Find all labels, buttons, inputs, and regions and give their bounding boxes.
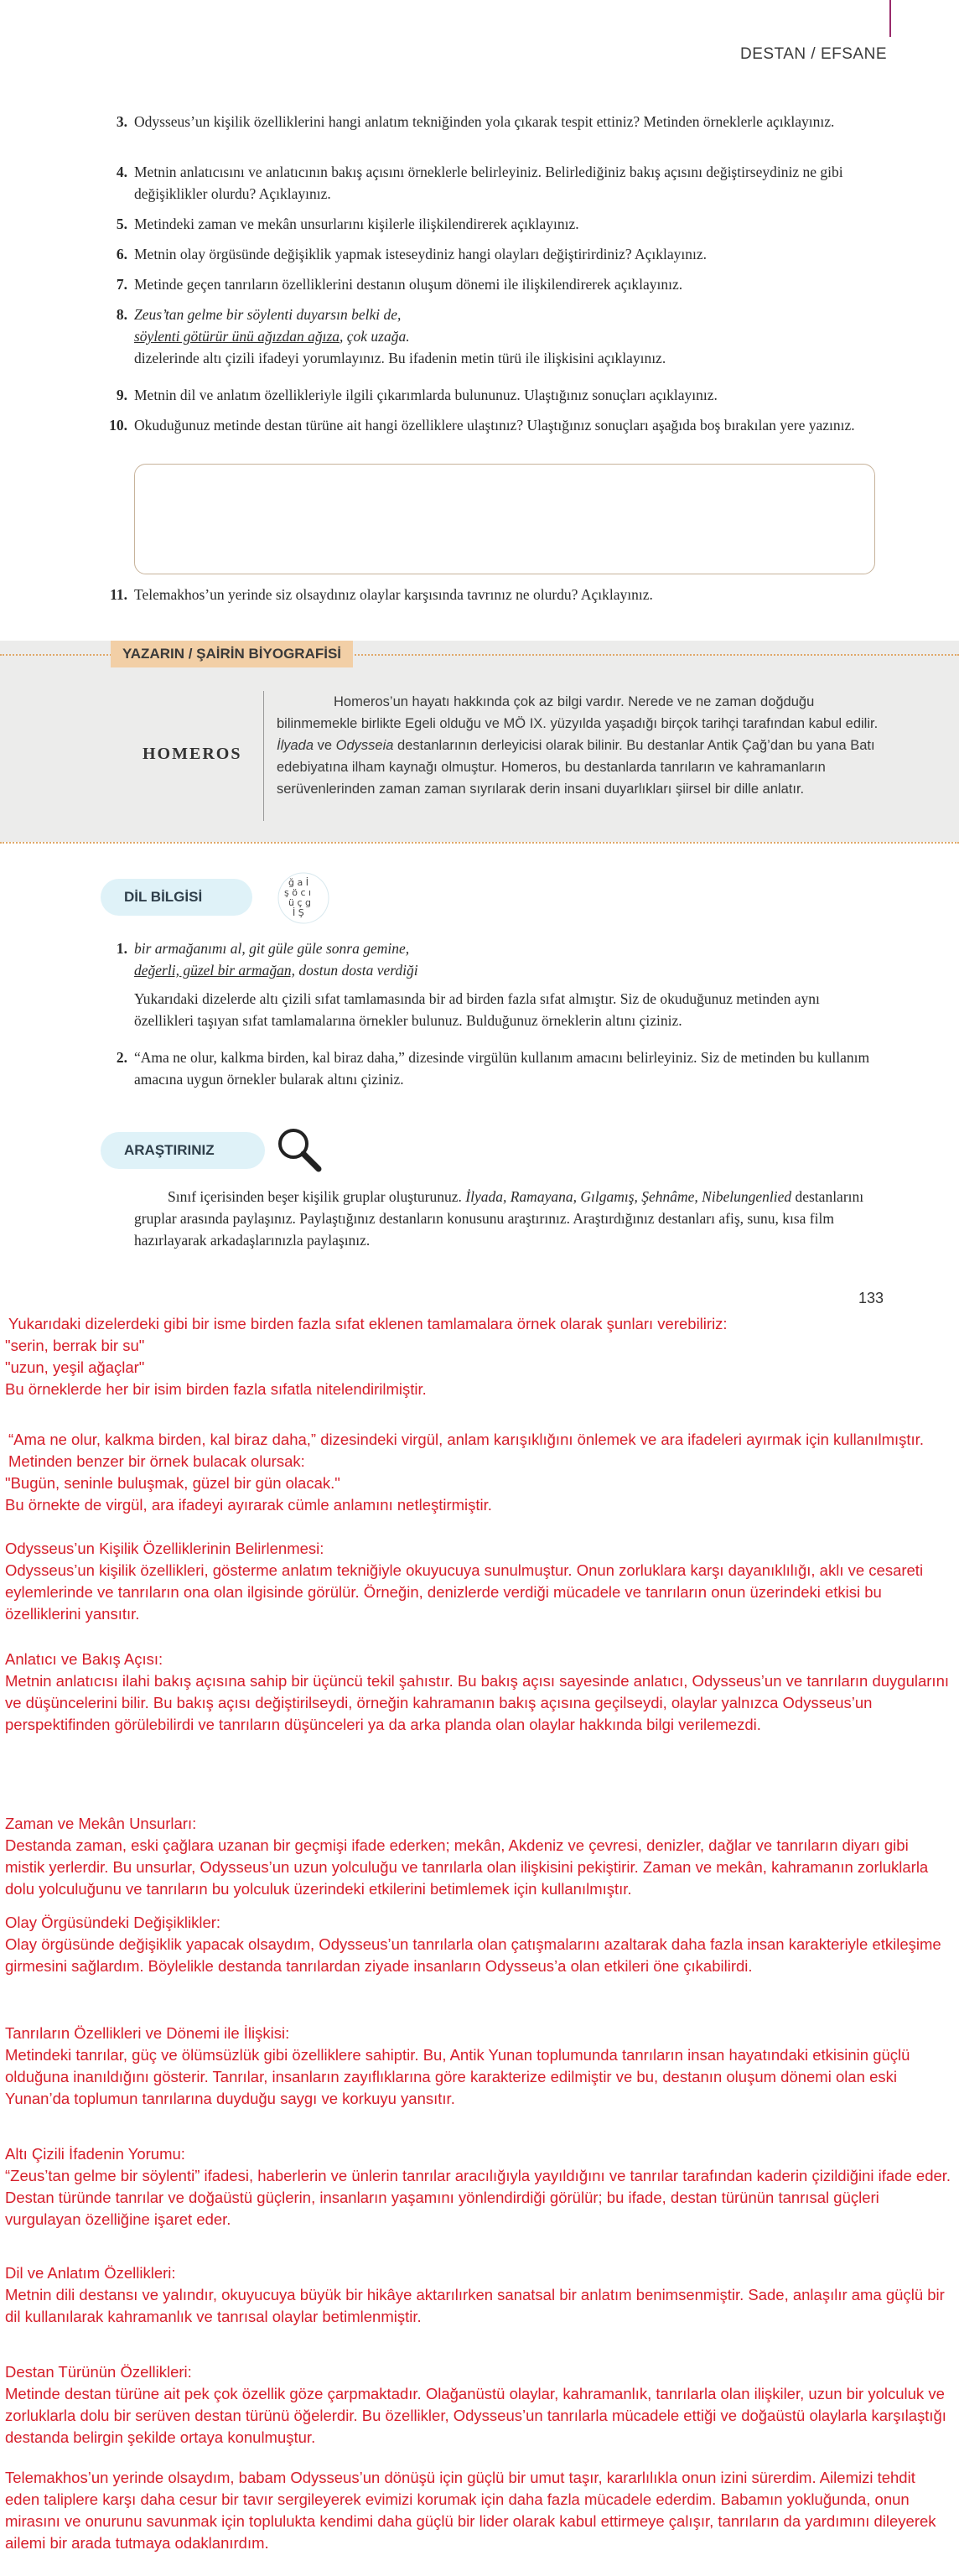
- divider: [263, 691, 264, 821]
- question-text: Metinde geçen tanrıların özelliklerini destanın oluşum dönemi ile ilişkilendirerek açıklayınız.: [134, 276, 683, 293]
- answer-block-5: Zaman ve Mekân Unsurları: Destanda zaman, eski çağlara uzanan bir geçmişi ifade ederken; mekân, Akdeniz ve çevresi, denizler, dağlar ve tanrıların diyarı gibi mistik yerlerdir. Bu unsurlar, Odysseus’un uzun yolculuğu ve tanrılarla olan ilişkisini pekiştirir. Zaman ve mekân, kahramanın zorluklarla dolu yolculuğunu ve tanrıların bu yolculuk üzerindeki etkilerini betimlemek için kullanılmıştır.: [5, 1815, 929, 1898]
- research-heading: ARAŞTIRINIZ: [101, 1132, 265, 1169]
- item-number: 2.: [116, 1049, 127, 1066]
- question-text: Telemakhos’un yerinde siz olsaydınız olaylar karşısında tavrınız ne olurdu? Açıklayınız.: [134, 586, 653, 603]
- letters-icon: [270, 869, 337, 927]
- answer-block-11: Telemakhos’un yerinde olsaydım, babam Odysseus’un dönüşü için güçlü bir umut taşır, kararlılıkla onun izini sürerdim. Ailemizi tehdit eden taliplere karşı daha cesur bir tavır sergileyerek evimizi korumak için daha fazla mücadele ederdim. Babamın yokluğunda, onun mirasını ve onurunu savunmak için toplulukta kendimi daha güçlü bir lider olarak kabul ettirmeye çalışır, tanrıların da yardımını dileyerek ailemi bir arada tutmaya odaklanırdım.: [5, 2469, 936, 2552]
- header-accent-line: [889, 0, 891, 37]
- divider: [0, 842, 959, 844]
- question-text: Metnin olay örgüsünde değişiklik yapmak isteseydiniz hangi olayları değiştirirdiniz? Açıklayınız.: [134, 246, 708, 262]
- svg-text:İ Ş: İ Ş: [293, 907, 304, 918]
- question-10: [109, 414, 880, 436]
- question-7: [109, 273, 880, 295]
- question-11: [109, 584, 880, 605]
- question-number: 10.: [109, 417, 127, 434]
- answer-block-2: “Ama ne olur, kalkma birden, kal biraz daha,” dizesindeki virgül, anlam karışıklığını önlemek ve ara ifadeleri ayırmak için kullanılmıştır. Metinden benzer bir örnek bulacak olursak: "Bugün, seninle buluşmak, güzel bir gün olacak." Bu örnekte de virgül, ara ifadeyi ayırarak cümle anlamını netleştirmiştir.: [5, 1431, 924, 1514]
- question-number: 9.: [116, 387, 127, 403]
- question-9: [109, 384, 880, 406]
- item-text: Yukarıdaki dizelerde altı çizili sıfat tamlamasında bir ad birden fazla sıfat almıştır. Siz de okuduğunuz metinden aynı özellikleri taşıyan sıfat tamlamalarına örnekler bulunuz. Bulduğunuz örneklerin altını çiziniz.: [134, 990, 820, 1029]
- question-5: [109, 213, 880, 235]
- question-text: dizelerinde altı çizili ifadeyi yorumlayınız. Bu ifadenin metin türü ile ilişkisini açıklayınız.: [134, 350, 666, 366]
- magnifier-icon: [268, 1120, 335, 1179]
- grammar-heading: DİL BİLGİSİ: [101, 879, 252, 916]
- question-number: 3.: [116, 113, 127, 130]
- research-text: Sınıf içerisinden beşer kişilik gruplar oluşturunuz. İlyada, Ramayana, Gılgamış, Şehnâme, Nibelungenlied destanlarını gruplar arasında paylaşınız. Paylaştığınız destanların konusunu araştırınız. Araştırdığınız destanları afiş, sunu, kısa film hazırlayarak arkadaşlarınızla paylaşınız.: [134, 1188, 864, 1249]
- biography-heading: YAZARIN / ŞAİRİN BİYOGRAFİSİ: [111, 641, 353, 667]
- question-text: Metnin anlatıcısını ve anlatıcının bakış açısını örneklerle belirleyiniz. Belirlediğiniz bakış açısını değiştirseydiniz ne gibi değişiklikler olurdu? Açıklayınız.: [134, 164, 843, 202]
- answer-block-6: Olay Örgüsündeki Değişiklikler: Olay örgüsünde değişiklik yapacak olsaydım, Odysseus’un tanrılarla olan çatışmalarını azaltarak daha fazla insan karakteriyle etkileşime girmesini sağlardım. Böylelikle destanda tanrılardan ziyade insanların Odysseus’a olan etkileri öne çıkabilirdi.: [5, 1914, 941, 1975]
- verse-underlined: değerli, güzel bir armağan,: [134, 962, 296, 979]
- question-text: Metnin dil ve anlatım özellikleriyle ilgili çıkarımlarda bulununuz. Ulaştığınız sonuçları açıklayınız.: [134, 387, 718, 403]
- question-4: [109, 161, 880, 205]
- answer-block-1: Yukarıdaki dizelerdeki gibi bir isme birden fazla sıfat eklenen tamlamalara örnek olarak şunları verebiliriz: "serin, berrak bir su" "uzun, yeşil ağaçlar" Bu örneklerde her bir isim birden fazla sıfatla nitelendirilmiştir.: [5, 1315, 728, 1398]
- biography-text: Homeros’un hayatı hakkında çok az bilgi vardır. Nerede ve ne zaman doğduğu bilinmemekle birlikte Egeli olduğu ve MÖ IX. yüzyılda yaşadığı birçok tarihçi tarafından kabul edilir. İlyada ve Odysseia destanlarının derleyicisi olarak bilinir. Bu destanlar Antik Çağ’dan bu yana Batı edebiyatına ilham kaynağı olmuştur. Homeros, bu destanlarda tanrıların ve kahramanların serüvenlerinden zaman zaman sıyrılarak derin insani duyarlıkları şiirsel bir dille anlatır.: [277, 694, 879, 797]
- item-text: “Ama ne olur, kalkma birden, kal biraz daha,” dizesinde virgülün kullanım amacını belirleyiniz. Siz de metinden bu kullanım amacına uygun örnekler bularak altını çiziniz.: [134, 1049, 870, 1088]
- answer-block-9: Dil ve Anlatım Özellikleri: Metnin dili destansı ve yalındır, okuyucuya büyük bir hikâye aktarılırken sanatsal bir anlatım benimsenmiştir. Sade, anlaşılır ama güçlü bir dil kullanılarak kahramanlık ve tanrısal olaylar betimlenmiştir.: [5, 2264, 945, 2325]
- question-number: 8.: [116, 306, 127, 323]
- author-name: HOMEROS: [143, 745, 242, 763]
- verse-line-1: bir armağanımı al, git güle güle sonra gemine,: [134, 940, 410, 957]
- question-6: [109, 243, 880, 265]
- answer-block-4: Anlatıcı ve Bakış Açısı: Metnin anlatıcısı ilahi bakış açısına sahip bir üçüncü tekil şahıstır. Bu bakış açısı sayesinde anlatıcı, Odysseus’un ve tanrıların duygularını ve düşüncelerini bilir. Bu bakış açısı değiştirilseydi, örneğin kahramanın bakış açısına geçilseydi, olaylar yalnızca Odysseus’un perspektifinden görülebilirdi ve tanrıların düşünceleri ya da arka planda olan olaylar hakkında bilgi verilemezdi.: [5, 1650, 949, 1733]
- answer-block-7: Tanrıların Özellikleri ve Dönemi ile İlişkisi: Metindeki tanrılar, güç ve ölümsüzlük gibi özelliklere sahiptir. Bu, Antik Yunan toplumunda tanrıların insan hayatındaki etkisinin güçlü olduğuna inanıldığını gösterir. Tanrılar, insanların zayıflıklarına göre karakterize edilmiştir ve bu, destanın oluşum dönemi olan eski Yunan’da toplumun tanrılarına duyduğu saygı ve korkuyu yansıtır.: [5, 2024, 910, 2107]
- svg-text:ü ç g: ü ç g: [288, 897, 311, 908]
- question-number: 11.: [110, 586, 127, 603]
- answer-block-10: Destan Türünün Özellikleri: Metinde destan türüne ait pek çok özellik göze çarpmaktadır. Olağanüstü olaylar, kahramanlık, tanrılarla olan ilişkiler, uzun bir yolculuk ve zorluklarla dolu bir serüven destan türünü öğelerdir. Bu özellikler, Odysseus’un tanrılarla mücadele ettiği ve doğaüstü olaylarla karşılaştığı destanda belirgin şekilde ortaya konulmuştur.: [5, 2363, 946, 2446]
- verse-line-2-end: dostun dosta verdiği: [295, 962, 418, 979]
- question-number: 5.: [116, 216, 127, 232]
- verse-underlined: söylenti götürür ünü ağızdan ağıza: [134, 328, 340, 345]
- question-number: 4.: [116, 164, 127, 180]
- svg-text:ş ö c ı: ş ö c ı: [284, 887, 312, 898]
- section-title: DESTAN / EFSANE: [739, 45, 887, 63]
- question-number: 6.: [116, 246, 127, 262]
- grammar-item-1-text: [109, 988, 880, 1031]
- answer-box[interactable]: [134, 464, 875, 574]
- question-number: 7.: [116, 276, 127, 293]
- verse-line-2-end: , çok uzağa.: [340, 328, 410, 345]
- page-number: 133: [858, 1290, 884, 1306]
- question-text: Metindeki zaman ve mekân unsurlarını kişilerle ilişkilendirerek açıklayınız.: [134, 216, 579, 232]
- verse-line-1: Zeus’tan gelme bir söylenti duyarsın belki de,: [134, 306, 402, 323]
- grammar-item-1: [109, 937, 880, 981]
- item-number: 1.: [116, 940, 127, 957]
- question-8: [109, 304, 880, 369]
- question-text: Okuduğunuz metinde destan türüne ait hangi özelliklere ulaştınız? Ulaştığınız sonuçları aşağıda boş bırakılan yere yazınız.: [134, 417, 855, 434]
- grammar-item-2: [109, 1046, 880, 1090]
- answer-block-3: Odysseus’un Kişilik Özelliklerinin Belirlenmesi: Odysseus’un kişilik özellikleri, gösterme anlatım tekniğiyle okuyucuya sunulmuştur. Onun zorluklara karşı dayanıklılığı, aklı ve cesareti eylemlerinde ve tanrıların ona olan ilgisinde görülür. Örneğin, denizlerde verdiği mücadele ve tanrıların onun üzerindeki etkisi bu özelliklerini yansıtır.: [5, 1540, 924, 1623]
- question-3: [109, 111, 880, 132]
- svg-text:ğ a İ: ğ a İ: [288, 877, 308, 888]
- answer-block-8: Altı Çizili İfadenin Yorumu: “Zeus’tan gelme bir söylenti” ifadesi, haberlerin ve ünlerin tanrılar aracılığıyla yayıldığını ve tanrılar tarafından kaderin çizildiğini ifade eder. Destan türünde tanrılar ve doğaüstü güçlerin, insanların yaşamını yönlendirdiği görülür; bu ifade, destan türünün tanrısal güçleri vurgulayan özelliğine işaret eder.: [5, 2145, 951, 2228]
- question-text: Odysseus’un kişilik özelliklerini hangi anlatım tekniğinden yola çıkarak tespit ettiniz? Metinden örneklerle açıklayınız.: [134, 113, 835, 130]
